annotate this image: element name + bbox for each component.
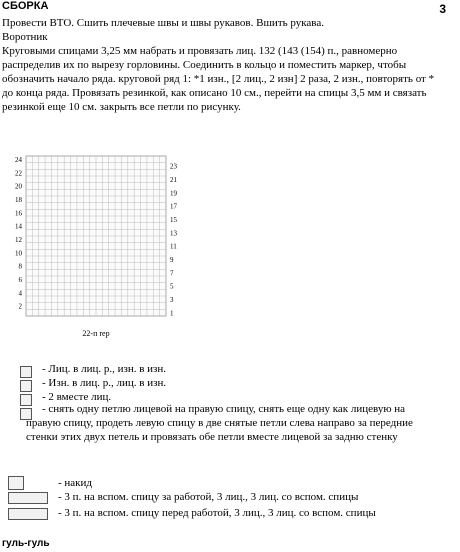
cable-front-symbol <box>8 508 48 520</box>
yo-symbol <box>8 476 24 490</box>
chart-row-label: 1 <box>170 309 174 318</box>
chart-row-label: 11 <box>170 242 177 251</box>
chart-row-label: 15 <box>170 216 177 224</box>
legend-c3f: - 3 п. на вспом. спицу перед работой, 3 лиц., 3 лиц. со вспом. спицы <box>58 507 376 519</box>
chart-row-label: 10 <box>15 249 22 258</box>
chart-row-label: 8 <box>18 262 22 271</box>
chart-row-label: 24 <box>15 156 22 164</box>
legend-knit: - Лиц. в лиц. р., изн. в изн. <box>42 363 167 375</box>
chart-row-label: 20 <box>15 182 22 191</box>
chart-row-label: 12 <box>15 236 22 244</box>
chart-row-label: 6 <box>18 276 22 284</box>
chart-row-label: 23 <box>170 162 177 171</box>
chart-row-label: 2 <box>18 302 22 311</box>
chart-row-label: 4 <box>18 289 22 298</box>
section-title: СБОРКА <box>2 0 49 12</box>
chart-row-label: 3 <box>170 296 174 304</box>
chart-row-label: 22 <box>15 169 22 178</box>
knit-symbol <box>20 366 32 378</box>
chart-row-label: 16 <box>15 209 22 218</box>
legend-k2tog: - 2 вместе лиц. <box>42 391 112 403</box>
assembly-line: Провести ВТО. Сшить плечевые швы и швы рукавов. Вшить рукава. <box>2 17 324 29</box>
legend-yo: - накид <box>58 477 93 489</box>
chart-row-label: 17 <box>170 202 177 211</box>
watermark: гуль-гуль <box>2 538 50 549</box>
chart-repeat-label: 22-п rep <box>82 329 110 338</box>
collar-title: Воротник <box>2 31 48 43</box>
chart-row-label: 7 <box>170 269 174 278</box>
legend-ssk: - снять одну петлю лицевой на правую спицу, снять еще одну как лицевую на правую спицу, продеть левую спицу в две снятые петли слева направо за передние стенки этих двух петель и провязать обе петли вместе лицевой за задню стенку <box>26 403 413 443</box>
page-number: 3 <box>439 2 446 16</box>
knitting-chart <box>6 150 176 345</box>
chart-row-label: 19 <box>170 189 177 198</box>
chart-row-label: 21 <box>170 176 177 184</box>
chart-row-label: 13 <box>170 229 177 238</box>
cable-back-symbol <box>8 492 48 504</box>
collar-instructions: Круговыми спицами 3,25 мм набрать и провязать лиц. 132 (143 (154) п., равномерно распределив их по вырезу горловины. Соединить в кольцо и поместить маркер, чтобы обозначить начало ряда. круговой ряд 1: *1 изн., [2 лиц., 2 изн] 2 раза, 2 изн., повторять от * до конца ряда. Провязать резинкой, как описано 10 см., перейти на спицы 3,5 мм и связать резинкой еще 10 см. закрыть все петли по рисунку. <box>2 45 435 113</box>
legend-purl: - Изн. в лиц. р., лиц. в изн. <box>42 377 167 389</box>
chart-row-label: 9 <box>170 256 174 264</box>
chart-row-label: 14 <box>15 222 22 231</box>
chart-row-label: 5 <box>170 282 174 291</box>
purl-symbol <box>20 380 32 392</box>
legend-c3b: - 3 п. на вспом. спицу за работой, 3 лиц., 3 лиц. со вспом. спицы <box>58 491 359 503</box>
chart-row-label: 18 <box>15 196 22 204</box>
